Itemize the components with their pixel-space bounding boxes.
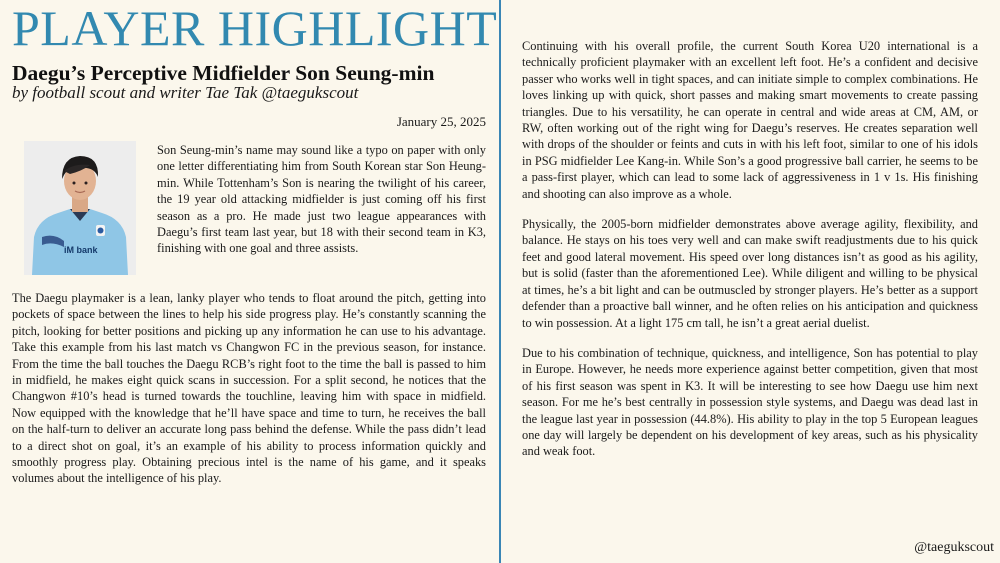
intro-paragraph: Son Seung-min’s name may sound like a typo on paper with only one letter differentiating him from South Korean star Son Heung-min. While Tottenham’s Son is nearing the twilight of his career, the 19 year old attacking midfielder is just coming off his first season as a pro. He made just two league appearances with Daegu’s first team last year, but 18 with their second team in K3, finishing with one goal and three assists. xyxy=(157,143,486,256)
left-column xyxy=(12,0,498,563)
author-handle: @taegukscout xyxy=(914,540,994,555)
outlook-paragraph: Due to his combination of technique, quickness, and intelligence, Son has potential to play in Europe. However, he needs more experience against better competition, given that most of his first season was spent in K3. It will be interesting to see how Daegu use him next season. For me he’s best centrally in possession style systems, and Daegu was dead last in the league last year in possession (44.8%). His ability to play in the top 5 European leagues one day will largely be dependent on his development of key areas, such as his physicality and weak foot. xyxy=(522,345,978,459)
player-photo-icon xyxy=(24,141,136,275)
physical-paragraph: Physically, the 2005-born midfielder demonstrates above average agility, flexibility, and balance. He stays on his toes very well and can make swift readjustments due to his quick feet and good lateral movement. His speed over long distances isn’t as good as his agility, but is solid (faster than the aforementioned Lee). While diligent and willing to be physical at times, he’s a bit light and can be outmuscled by stronger players. He’s better as a support defender than a proactive ball winner, and he often relies on his anticipation and quickness to win possession. At a light 175 cm tall, he isn’t a great aerial duelist. xyxy=(522,217,978,330)
jersey-sponsor: iM bank xyxy=(64,245,98,255)
byline: by football scout and writer Tae Tak @taegukscout xyxy=(12,83,359,102)
publish-date: January 25, 2025 xyxy=(396,114,486,129)
profile-paragraph: Continuing with his overall profile, the current South Korea U20 international is a technically proficient playmaker with an excellent left foot. He’s a confident and decisive passer who works well in tight spaces, and can initiate simple to complex combinations. He loves linking up with quick, short passes and making smart movements to create passing triangles. Due to his versatility, he can operate in central and wide areas at CM, AM, or RW, often working out of the right wing for Daegu’s reserves. He creates separation well with drops of the shoulder or feints and cuts in with his left foot, similar to one of his idols in PSG midfielder Lee Kang-in. While Son’s a good progressive ball carrier, he seems to be a pass-first player, which can lead to some lack of aggressiveness in 1 v 1s. His finishing and shooting can also improve as a whole. xyxy=(522,39,978,201)
page-title: PLAYER HIGHLIGHT xyxy=(12,0,498,56)
column-divider xyxy=(499,0,501,563)
playmaker-paragraph: The Daegu playmaker is a lean, lanky player who tends to float around the pitch, getting into pockets of space between the lines to help his side progress play. He’s constantly scanning the pitch, looking for better positions and picking up any information he can use to his advantage. Take this example from his last match vs Changwon FC in the previous season, for instance. From the time the ball touches the Daegu RCB’s right foot to the time the ball is passed to him in midfield, he makes eight quick scans in succession. For a split second, he notices that the Changwon #10’s head is turned towards the touchline, leaving him with space in midfield. Now equipped with the knowledge that he’ll have space and time to turn, he receives the ball on the half-turn to deliver an accurate long pass behind the defense. While the pass didn’t lead to a direct shot on goal, it’s an example of his ability to process information quickly and smoothly progress play. Obtaining precious intel is the name of his game, and it speaks volumes about the intelligence of his play. xyxy=(12,291,486,486)
right-column xyxy=(522,38,978,474)
player-photo xyxy=(24,141,136,275)
article-subtitle: Daegu’s Perceptive Midfielder Son Seung-min xyxy=(12,61,435,85)
